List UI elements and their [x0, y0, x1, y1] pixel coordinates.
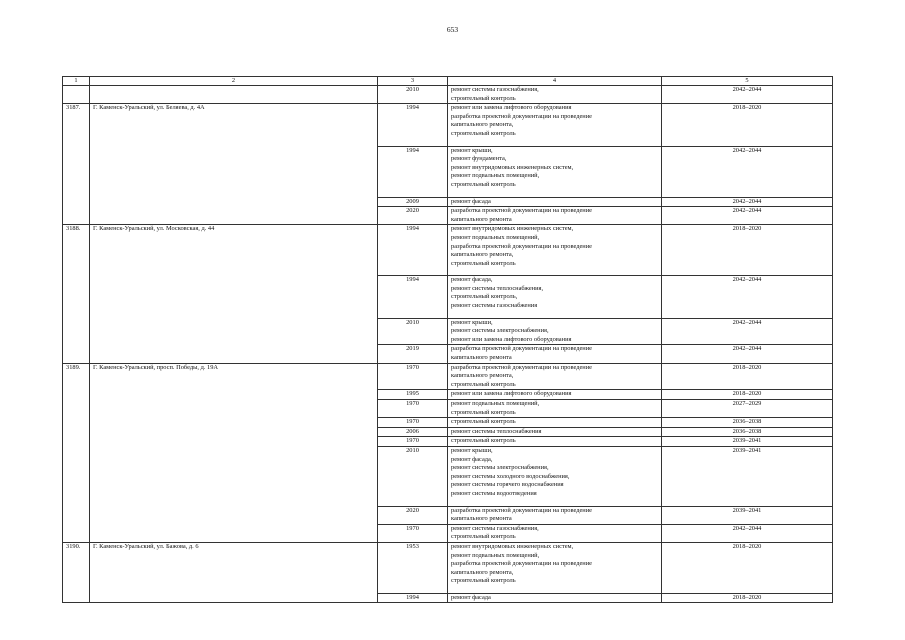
works-cell	[448, 318, 662, 345]
work-item: капитального ремонта,	[451, 121, 514, 129]
work-item: ремонт системы электроснабжения,	[451, 464, 549, 472]
works-cell	[448, 446, 662, 506]
work-item: строительный контроль	[451, 129, 516, 137]
works-cell	[448, 542, 662, 593]
work-item: разработка проектной документации на проведение	[451, 207, 592, 215]
column-header: 2	[90, 77, 378, 86]
work-item: ремонт крыши,	[451, 146, 493, 154]
period-cell: 2039–2041	[662, 506, 833, 524]
works-cell	[448, 400, 662, 418]
work-item: ремонт подвальных помещений,	[451, 400, 540, 407]
work-item: капитального ремонта	[451, 354, 512, 362]
work-item: капитального ремонта,	[451, 251, 514, 259]
building-number	[63, 86, 90, 104]
works-cell	[448, 363, 662, 390]
year-cell: 1953	[378, 542, 448, 593]
work-item: строительный контроль	[451, 94, 516, 102]
capital-repair-table	[62, 76, 833, 603]
year-cell: 1994	[378, 225, 448, 276]
work-item: ремонт системы теплоснабжения,	[451, 284, 544, 292]
table-row	[63, 104, 833, 146]
period-cell: 2042–2044	[662, 318, 833, 345]
period-cell: 2042–2044	[662, 146, 833, 197]
work-item: ремонт внутридомовых инженерных систем,	[451, 225, 574, 233]
work-item: капитального ремонта	[451, 215, 512, 223]
work-item: ремонт фундамента,	[451, 155, 507, 163]
year-cell: 2010	[378, 318, 448, 345]
work-item: ремонт системы газоснабжения	[451, 302, 538, 310]
work-item: ремонт фасада	[451, 197, 491, 205]
work-item: ремонт или замена лифтового оборудования	[451, 335, 572, 343]
period-cell: 2018–2020	[662, 542, 833, 593]
work-item: ремонт или замена лифтового оборудования	[451, 390, 572, 398]
year-cell: 1970	[378, 400, 448, 418]
column-header: 5	[662, 77, 833, 86]
year-cell: 1970	[378, 418, 448, 428]
works-cell	[448, 104, 662, 146]
work-item: ремонт фасада	[451, 593, 491, 601]
column-header: 3	[378, 77, 448, 86]
work-item: строительный контроль	[451, 259, 516, 267]
period-cell: 2042–2044	[662, 86, 833, 104]
works-cell	[448, 207, 662, 225]
year-cell: 1994	[378, 593, 448, 603]
works-cell	[448, 197, 662, 207]
period-cell: 2042–2044	[662, 197, 833, 207]
period-cell: 2036–2038	[662, 427, 833, 437]
work-item: разработка проектной документации на проведение	[451, 112, 592, 120]
work-item: разработка проектной документации на проведение	[451, 242, 592, 250]
work-item: капитального ремонта	[451, 515, 512, 523]
works-cell	[448, 427, 662, 437]
year-cell: 2020	[378, 506, 448, 524]
work-item: строительный контроль,	[451, 293, 518, 301]
building-address: Г. Каменск-Уральский, ул. Московская, д. 44	[90, 225, 378, 363]
work-item: ремонт внутридомовых инженерных систем,	[451, 542, 574, 550]
work-item: ремонт системы газоснабжения,	[451, 524, 539, 532]
year-cell: 1994	[378, 104, 448, 146]
work-item: строительный контроль	[451, 418, 516, 426]
period-cell: 2039–2041	[662, 446, 833, 506]
work-item: строительный контроль	[451, 533, 516, 541]
works-cell	[448, 593, 662, 603]
work-item: ремонт внутридомовых инженерных систем,	[451, 163, 574, 171]
works-cell	[448, 276, 662, 318]
building-address	[90, 86, 378, 104]
work-item: строительный контроль	[451, 577, 516, 585]
year-cell: 1970	[378, 524, 448, 542]
work-item: ремонт крыши,	[451, 446, 493, 454]
year-cell: 2010	[378, 86, 448, 104]
work-item: ремонт системы теплоснабжения	[451, 427, 542, 435]
work-item: капитального ремонта,	[451, 568, 514, 576]
building-number: 3190.	[63, 542, 90, 603]
page-number: 653	[446, 25, 459, 34]
period-cell: 2042–2044	[662, 276, 833, 318]
work-item: ремонт или замена лифтового оборудования	[451, 104, 572, 112]
works-cell	[448, 418, 662, 428]
year-cell: 2020	[378, 207, 448, 225]
period-cell: 2036–2038	[662, 418, 833, 428]
works-cell	[448, 345, 662, 363]
work-item: ремонт системы горячего водоснабжения	[451, 481, 564, 489]
works-cell	[448, 86, 662, 104]
building-number: 3188.	[63, 225, 90, 363]
work-item: разработка проектной документации на проведение	[451, 345, 592, 353]
works-cell	[448, 225, 662, 276]
year-cell: 2009	[378, 197, 448, 207]
table-row	[63, 86, 833, 104]
work-item: капитального ремонта,	[451, 372, 514, 380]
year-cell: 1970	[378, 437, 448, 447]
period-cell: 2027–2029	[662, 400, 833, 418]
period-cell: 2042–2044	[662, 207, 833, 225]
table-row	[63, 225, 833, 276]
work-item: разработка проектной документации на проведение	[451, 506, 592, 514]
year-cell: 1970	[378, 363, 448, 390]
work-item: ремонт подвальных помещений,	[451, 233, 540, 241]
column-header: 1	[63, 77, 90, 86]
building-address: Г. Каменск-Уральский, ул. Беляева, д. 4А	[90, 104, 378, 225]
work-item: ремонт системы газоснабжения,	[451, 86, 539, 93]
period-cell: 2018–2020	[662, 593, 833, 603]
work-item: ремонт системы водоотведения	[451, 489, 537, 497]
period-cell: 2018–2020	[662, 104, 833, 146]
year-cell: 2006	[378, 427, 448, 437]
year-cell: 2010	[378, 446, 448, 506]
work-item: ремонт системы электроснабжения,	[451, 327, 549, 335]
year-cell: 1995	[378, 390, 448, 400]
work-item: строительный контроль	[451, 380, 516, 388]
building-number: 3187.	[63, 104, 90, 225]
table-header-row	[63, 77, 833, 86]
period-cell: 2042–2044	[662, 345, 833, 363]
work-item: строительный контроль	[451, 408, 516, 416]
work-item: ремонт крыши,	[451, 318, 493, 326]
work-item: ремонт фасада,	[451, 276, 493, 284]
year-cell: 1994	[378, 146, 448, 197]
table-row	[63, 363, 833, 390]
works-cell	[448, 390, 662, 400]
period-cell: 2039–2041	[662, 437, 833, 447]
building-address: Г. Каменск-Уральский, просп. Победы, д. 19А	[90, 363, 378, 542]
period-cell: 2018–2020	[662, 390, 833, 400]
year-cell: 2019	[378, 345, 448, 363]
work-item: разработка проектной документации на проведение	[451, 560, 592, 568]
period-cell: 2018–2020	[662, 225, 833, 276]
work-item: ремонт фасада,	[451, 455, 493, 463]
table-row	[63, 542, 833, 593]
works-cell	[448, 437, 662, 447]
building-address: Г. Каменск-Уральский, ул. Бажова, д. 6	[90, 542, 378, 603]
period-cell: 2018–2020	[662, 363, 833, 390]
works-cell	[448, 506, 662, 524]
work-item: ремонт системы холодного водоснабжения,	[451, 472, 570, 480]
year-cell: 1994	[378, 276, 448, 318]
building-number: 3189.	[63, 363, 90, 542]
work-item: ремонт подвальных помещений,	[451, 172, 540, 180]
works-cell	[448, 146, 662, 197]
works-cell	[448, 524, 662, 542]
period-cell: 2042–2044	[662, 524, 833, 542]
work-item: строительный контроль	[451, 180, 516, 188]
work-item: разработка проектной документации на проведение	[451, 363, 592, 371]
column-header: 4	[448, 77, 662, 86]
work-item: ремонт подвальных помещений,	[451, 551, 540, 559]
work-item: строительный контроль	[451, 437, 516, 445]
